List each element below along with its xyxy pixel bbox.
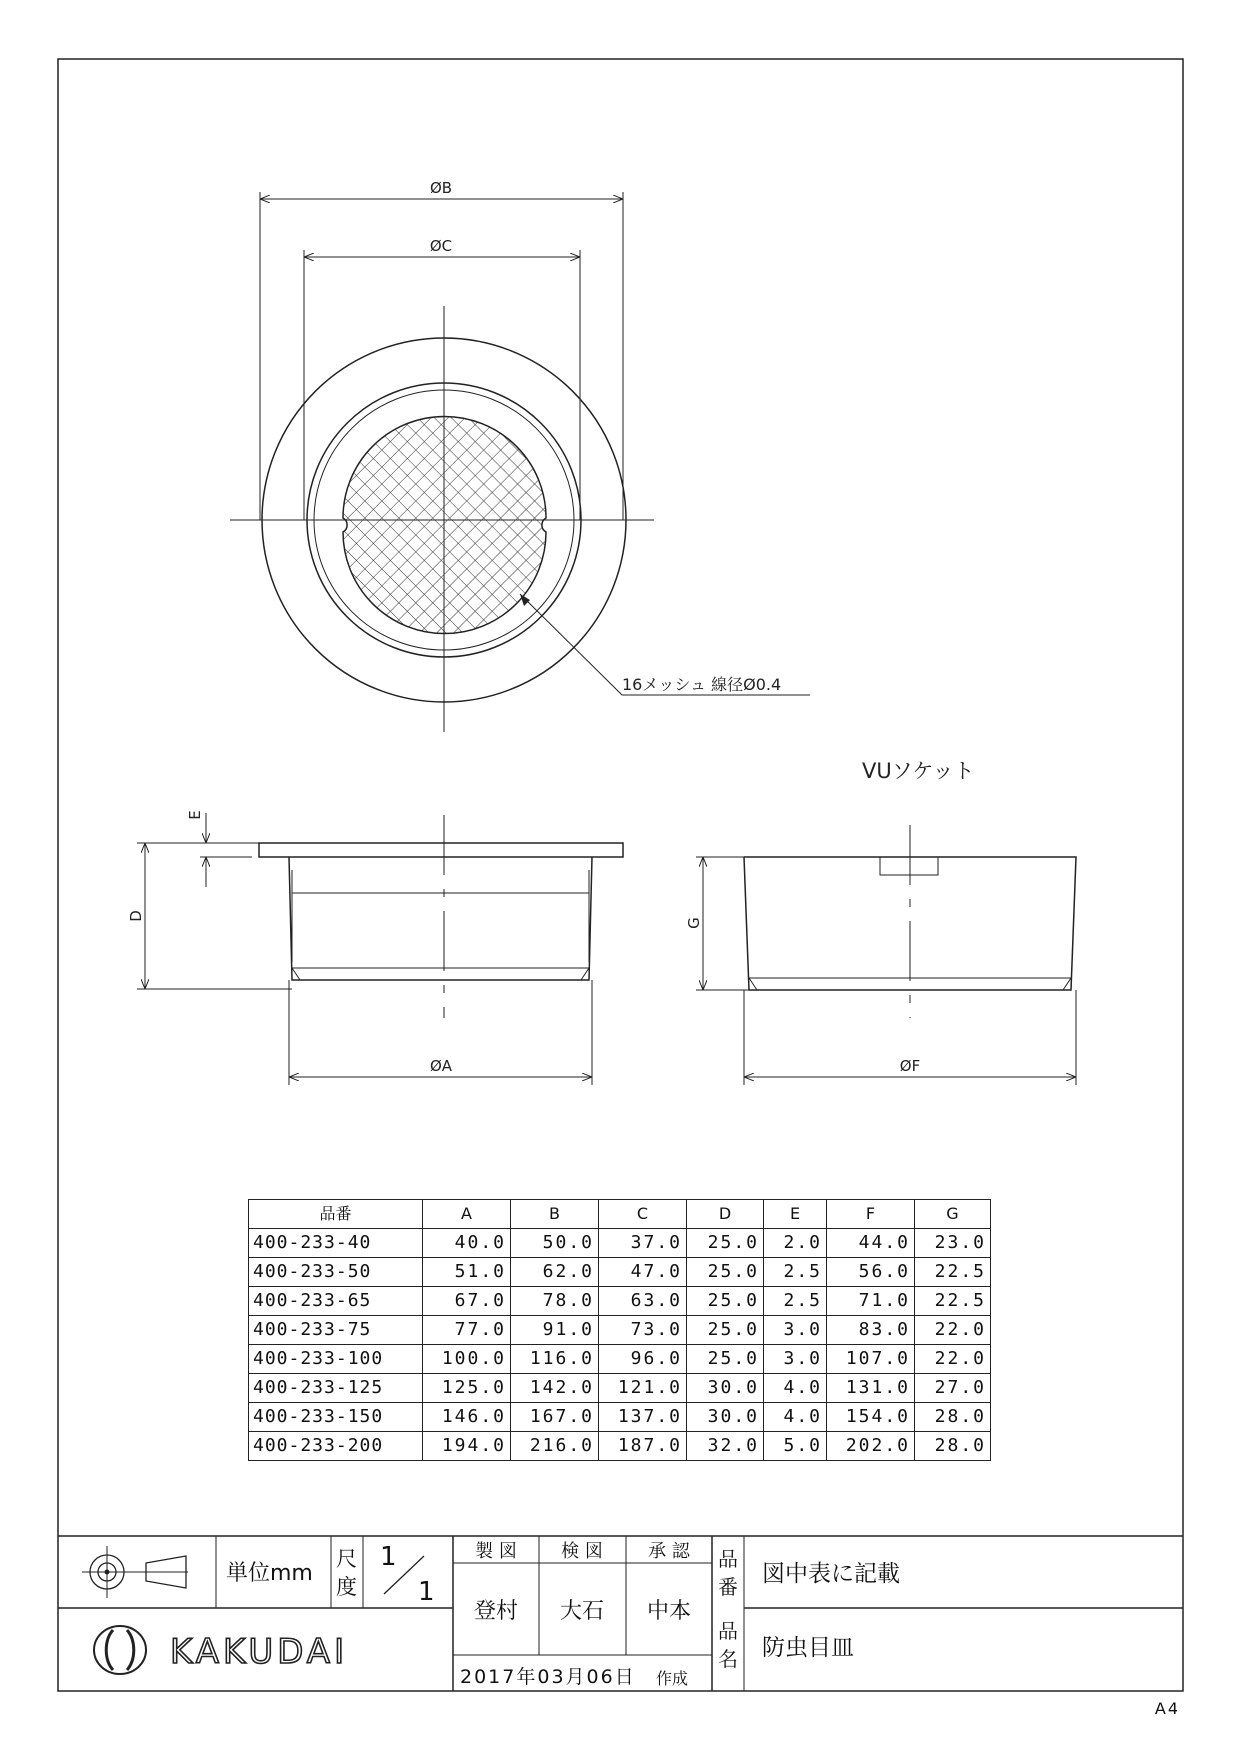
- cell-d: 32.0: [687, 1432, 764, 1461]
- drawn-label: 製 図: [475, 1541, 517, 1562]
- cell-e: 3.0: [764, 1345, 827, 1374]
- cell-g: 22.5: [915, 1258, 991, 1287]
- cell-g: 22.5: [915, 1287, 991, 1316]
- part-name-value: 防虫目皿: [762, 1635, 854, 1661]
- cell-c: 137.0: [599, 1403, 687, 1432]
- table-row: [249, 1403, 991, 1432]
- cell-d: 25.0: [687, 1287, 764, 1316]
- cell-a: 77.0: [423, 1316, 511, 1345]
- cell-e: 5.0: [764, 1432, 827, 1461]
- body-outline: [289, 857, 592, 980]
- table-row: [249, 1287, 991, 1316]
- approved-by: 中本: [646, 1599, 692, 1624]
- paper-size: A4: [1154, 1699, 1180, 1718]
- cell-e: 2.5: [764, 1258, 827, 1287]
- header-part-no: 品番: [249, 1200, 423, 1229]
- approved-label: 承 認: [648, 1541, 690, 1562]
- cell-f: 131.0: [827, 1374, 915, 1403]
- cell-a: 40.0: [423, 1229, 511, 1258]
- dim-d-label: D: [127, 910, 145, 922]
- cell-f: 56.0: [827, 1258, 915, 1287]
- part-no-label-2: 番: [718, 1575, 738, 1599]
- cell-f: 154.0: [827, 1403, 915, 1432]
- table-row: [249, 1229, 991, 1258]
- cell-a: 100.0: [423, 1345, 511, 1374]
- cell-d: 25.0: [687, 1229, 764, 1258]
- flange: [259, 843, 623, 857]
- cell-d: 25.0: [687, 1258, 764, 1287]
- part-name-label-1: 品: [718, 1619, 738, 1643]
- cell-c: 187.0: [599, 1432, 687, 1461]
- table-row: [249, 1432, 991, 1461]
- cell-d: 30.0: [687, 1403, 764, 1432]
- cell-e: 4.0: [764, 1374, 827, 1403]
- table-row: [249, 1345, 991, 1374]
- header-b: B: [511, 1200, 599, 1229]
- scale-denominator: 1: [418, 1577, 435, 1607]
- company-name: KAKUDAI: [170, 1632, 349, 1672]
- dim-c-label: ØC: [429, 237, 453, 255]
- part-no-label-1: 品: [718, 1547, 738, 1571]
- scale-numerator: 1: [380, 1542, 397, 1572]
- cell-b: 167.0: [511, 1403, 599, 1432]
- dim-b-label: ØB: [429, 179, 453, 197]
- header-c: C: [599, 1200, 687, 1229]
- drawn-by: 登村: [473, 1599, 519, 1624]
- cell-c: 96.0: [599, 1345, 687, 1374]
- cell-g: 28.0: [915, 1432, 991, 1461]
- dim-a-label: ØA: [429, 1057, 453, 1075]
- cell-g: 22.0: [915, 1316, 991, 1345]
- cell-g: 22.0: [915, 1345, 991, 1374]
- checked-by: 大石: [559, 1599, 605, 1624]
- cell-a: 51.0: [423, 1258, 511, 1287]
- cell-d: 30.0: [687, 1374, 764, 1403]
- cell-g: 28.0: [915, 1403, 991, 1432]
- cell-c: 37.0: [599, 1229, 687, 1258]
- cell-f: 44.0: [827, 1229, 915, 1258]
- mesh-note: 16メッシュ 線径Ø0.4: [622, 675, 782, 694]
- cell-e: 3.0: [764, 1316, 827, 1345]
- table-row: [249, 1316, 991, 1345]
- cell-b: 50.0: [511, 1229, 599, 1258]
- cell-f: 71.0: [827, 1287, 915, 1316]
- cell-b: 78.0: [511, 1287, 599, 1316]
- dim-e-label: E: [186, 810, 204, 820]
- cell-c: 121.0: [599, 1374, 687, 1403]
- cell-part-no: 400-233-75: [249, 1316, 423, 1345]
- cell-b: 142.0: [511, 1374, 599, 1403]
- cell-a: 194.0: [423, 1432, 511, 1461]
- cell-e: 4.0: [764, 1403, 827, 1432]
- dim-g-label: G: [685, 917, 703, 929]
- cell-d: 25.0: [687, 1345, 764, 1374]
- cell-e: 2.5: [764, 1287, 827, 1316]
- header-g: G: [915, 1200, 991, 1229]
- unit-label: 単位mm: [226, 1561, 313, 1586]
- date: 2017年03月06日: [460, 1666, 636, 1688]
- cell-c: 73.0: [599, 1316, 687, 1345]
- front-view: [127, 810, 623, 1085]
- cell-a: 146.0: [423, 1403, 511, 1432]
- cell-b: 116.0: [511, 1345, 599, 1374]
- kakudai-logo-icon: [94, 1626, 146, 1674]
- cell-b: 216.0: [511, 1432, 599, 1461]
- dimension-table: [248, 1199, 991, 1461]
- cell-part-no: 400-233-150: [249, 1403, 423, 1432]
- dim-f-label: ØF: [899, 1057, 921, 1075]
- projection-symbol-icon: [82, 1546, 188, 1598]
- socket-notch: [880, 857, 938, 875]
- vu-socket-view: [685, 759, 1076, 1085]
- cell-part-no: 400-233-40: [249, 1229, 423, 1258]
- top-view: [230, 179, 810, 732]
- cell-f: 202.0: [827, 1432, 915, 1461]
- cell-part-no: 400-233-65: [249, 1287, 423, 1316]
- checked-label: 検 図: [561, 1541, 603, 1562]
- part-name-label-2: 名: [718, 1647, 738, 1671]
- cell-g: 23.0: [915, 1229, 991, 1258]
- cell-d: 25.0: [687, 1316, 764, 1345]
- cell-b: 62.0: [511, 1258, 599, 1287]
- header-e: E: [764, 1200, 827, 1229]
- scale-label-1: 尺: [336, 1547, 357, 1571]
- cell-a: 125.0: [423, 1374, 511, 1403]
- cell-b: 91.0: [511, 1316, 599, 1345]
- cell-part-no: 400-233-125: [249, 1374, 423, 1403]
- cell-c: 63.0: [599, 1287, 687, 1316]
- table-row: [249, 1374, 991, 1403]
- scale-label-2: 度: [336, 1575, 357, 1599]
- cell-g: 27.0: [915, 1374, 991, 1403]
- cell-part-no: 400-233-50: [249, 1258, 423, 1287]
- table-header-row: [249, 1200, 991, 1229]
- cell-part-no: 400-233-200: [249, 1432, 423, 1461]
- cell-part-no: 400-233-100: [249, 1345, 423, 1374]
- table-row: [249, 1258, 991, 1287]
- header-d: D: [687, 1200, 764, 1229]
- cell-f: 83.0: [827, 1316, 915, 1345]
- created-label: 作成: [655, 1669, 689, 1688]
- cell-c: 47.0: [599, 1258, 687, 1287]
- vu-socket-label: VUソケット: [862, 759, 975, 783]
- header-a: A: [423, 1200, 511, 1229]
- cell-a: 67.0: [423, 1287, 511, 1316]
- part-no-value: 図中表に記載: [762, 1561, 900, 1587]
- cell-e: 2.0: [764, 1229, 827, 1258]
- header-f: F: [827, 1200, 915, 1229]
- cell-f: 107.0: [827, 1345, 915, 1374]
